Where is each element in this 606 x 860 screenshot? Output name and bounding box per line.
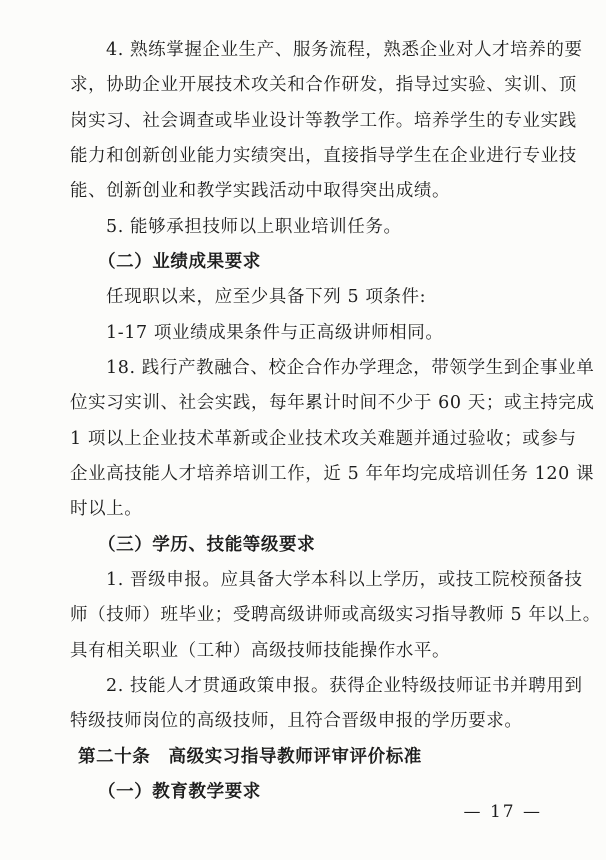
text-line-11: 位实习实训、社会实践，每年累计时间不少于 60 天；或主持完成 <box>70 393 595 413</box>
text-line-8: 任现职以来，应至少具备下列 5 项条件: <box>106 287 427 307</box>
text-line-10: 18. 践行产教融合、校企合作办学理念，带领学生到企事业单 <box>106 358 595 378</box>
page-number: — 17 — <box>463 802 542 822</box>
article-heading-20: 第二十条 高级实习指导教师评审评价标准 <box>78 747 422 767</box>
text-line-4: 能力和创新创业能力实绩突出，直接指导学生在企业进行专业技 <box>70 146 577 166</box>
text-line-14: 时以上。 <box>70 499 143 519</box>
text-line-16: 1. 晋级申报。应具备大学本科以上学历，或技工院校预备技 <box>106 570 583 590</box>
text-line-18: 具有相关职业（工种）高级技师技能操作水平。 <box>70 641 451 661</box>
text-line-19: 2. 技能人才贯通政策申报。获得企业特级技师证书并聘用到 <box>106 676 583 696</box>
text-line-20: 特级技师岗位的高级技师，且符合晋级申报的学历要求。 <box>70 711 523 731</box>
text-line-3: 岗实习、社会调查或毕业设计等教学工作。培养学生的专业实践 <box>70 111 577 131</box>
text-line-12: 1 项以上企业技术革新或企业技术攻关难题并通过验收；或参与 <box>70 429 577 449</box>
text-line-17: 师（技师）班毕业；受聘高级讲师或高级实习指导教师 5 年以上。 <box>70 605 601 625</box>
text-line-1: 4. 熟练掌握企业生产、服务流程，熟悉企业对人才培养的要 <box>106 40 583 60</box>
text-line-9: 1-17 项业绩成果条件与正高级讲师相同。 <box>106 323 444 343</box>
text-line-5: 能、创新创业和教学实践活动中取得突出成绩。 <box>70 181 451 201</box>
text-line-13: 企业高技能人才培养培训工作，近 5 年年均完成培训任务 120 课 <box>70 464 595 484</box>
text-line-2: 求，协助企业开展技术攻关和合作研发，指导过实验、实训、顶 <box>70 75 577 95</box>
section-heading-3: （三）学历、技能等级要求 <box>98 535 316 555</box>
section-heading-2: （二）业绩成果要求 <box>98 252 261 272</box>
document-page <box>70 0 601 860</box>
section-heading-1: （一）教育教学要求 <box>98 782 261 802</box>
text-line-6: 5. 能够承担技师以上职业培训任务。 <box>106 217 402 237</box>
